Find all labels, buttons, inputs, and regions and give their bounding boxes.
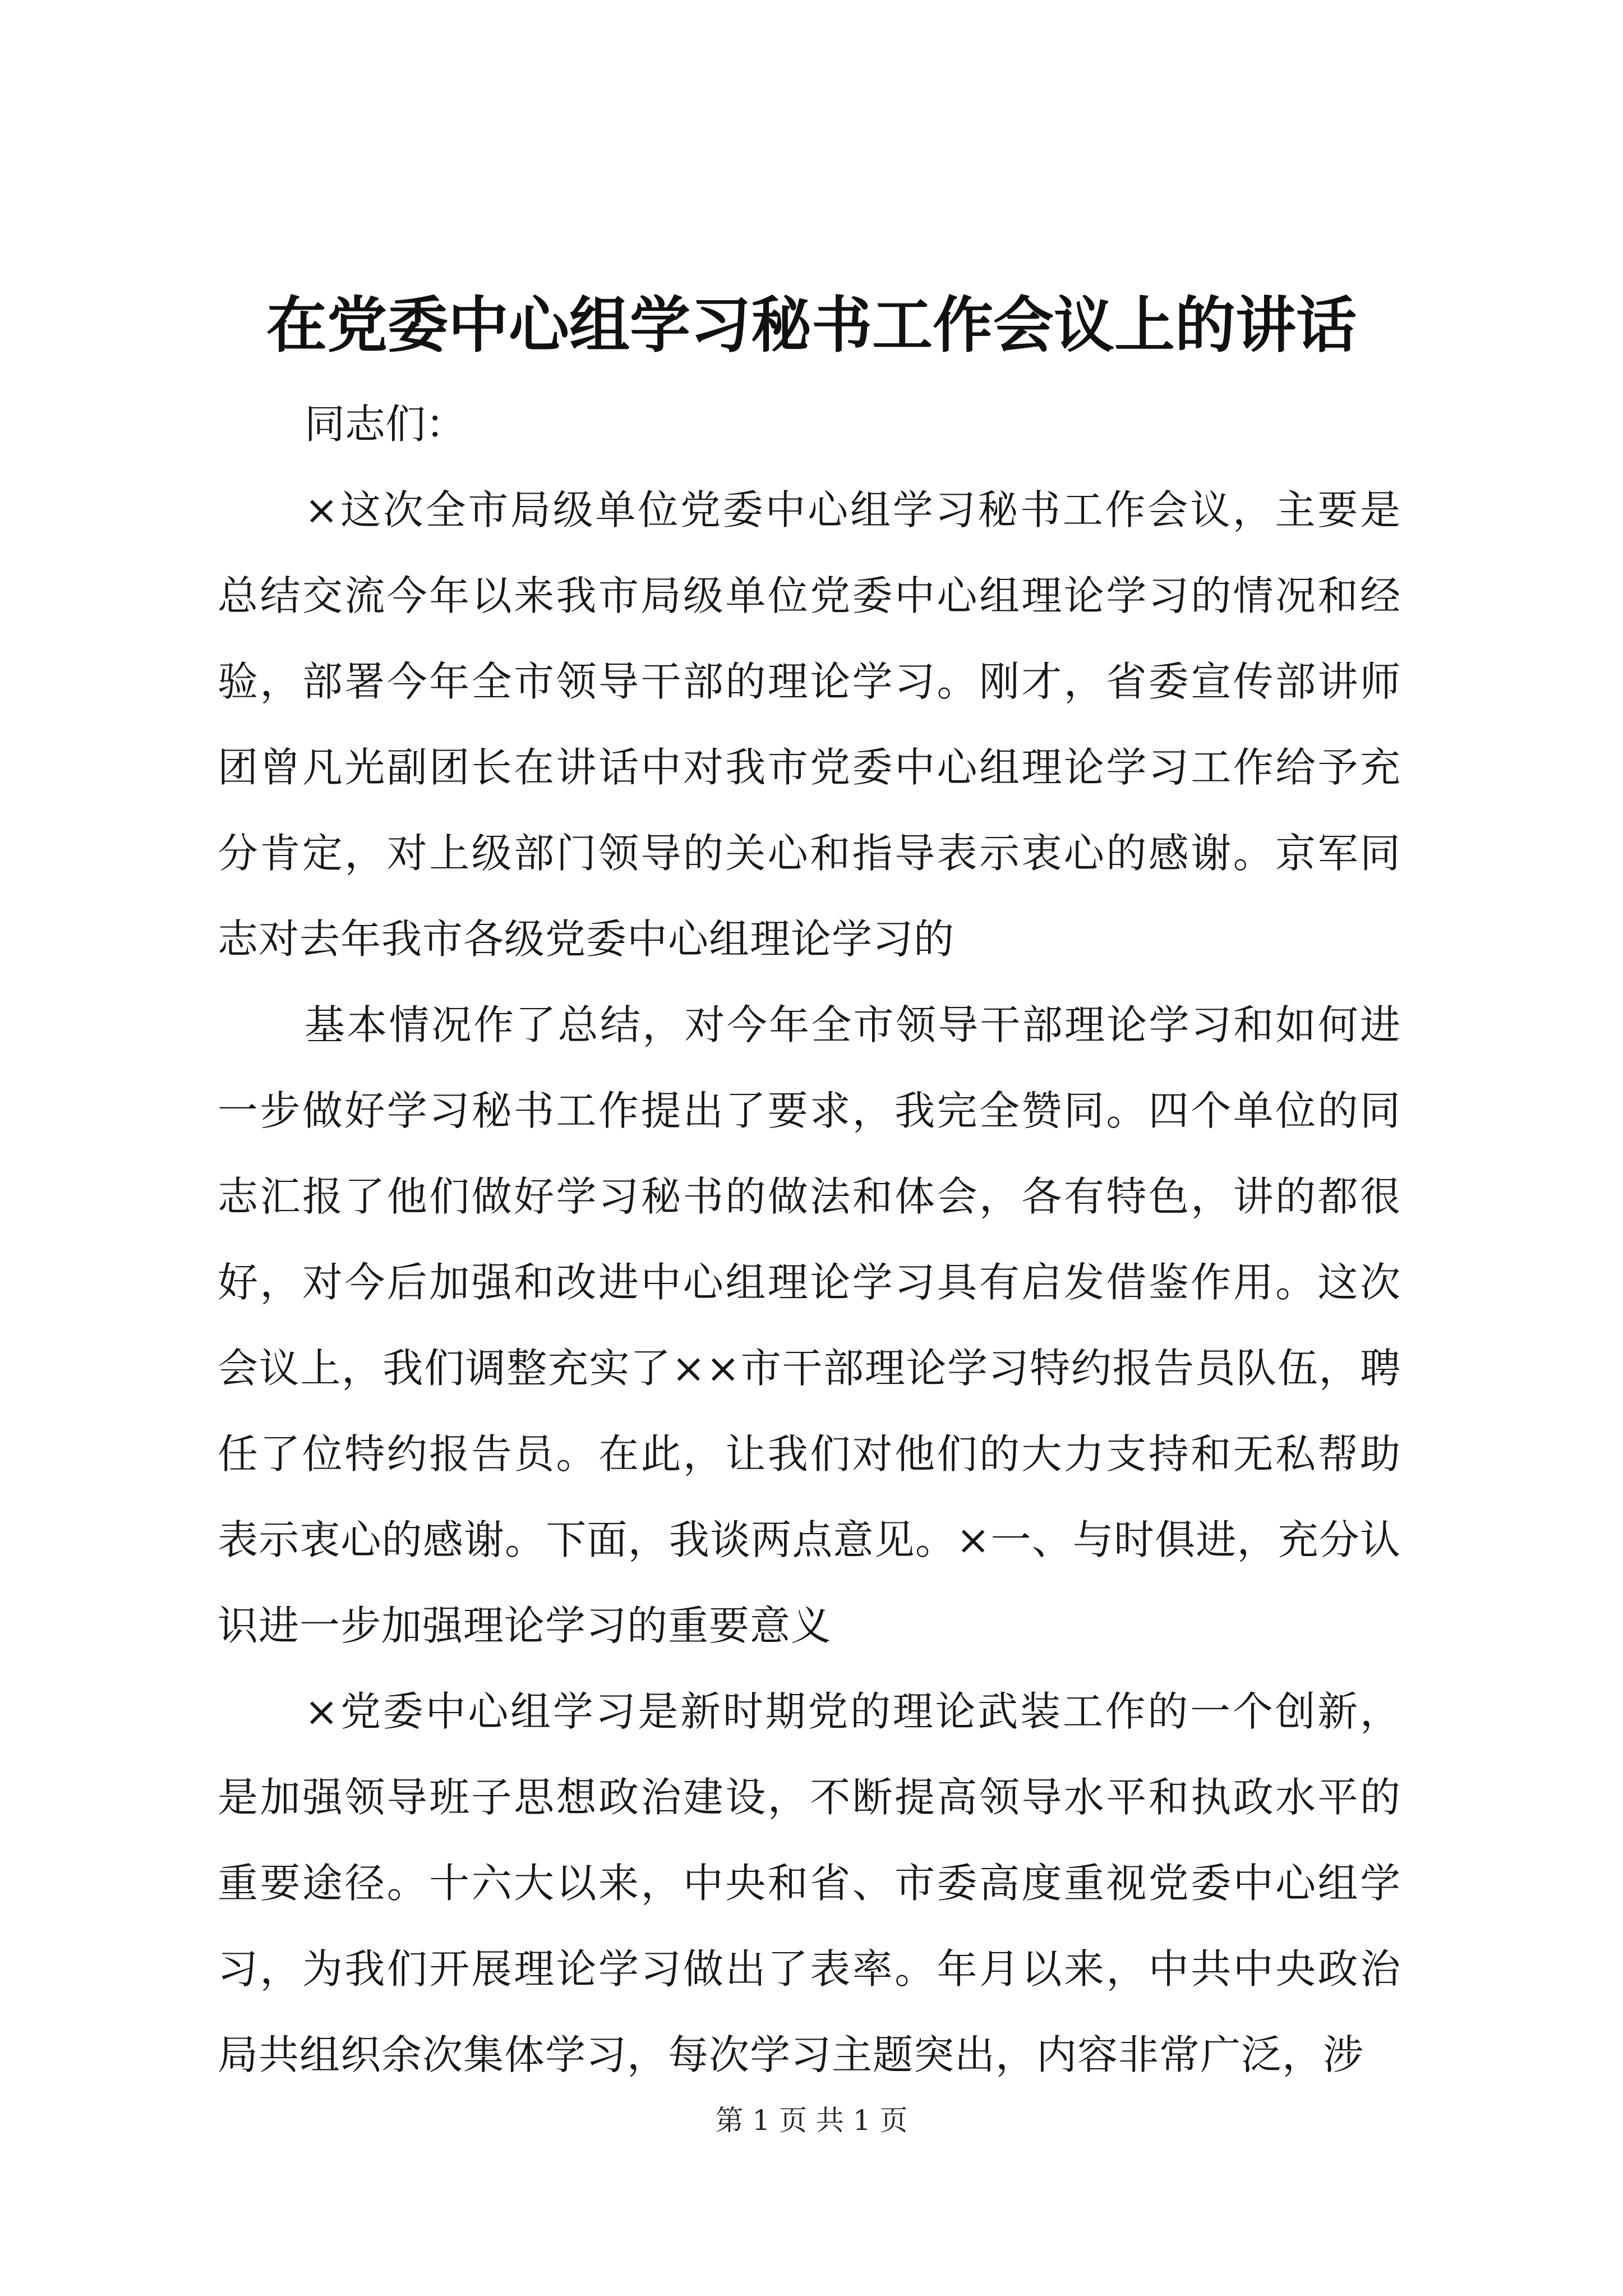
- document-body: [218, 381, 1401, 2098]
- page-number-footer: 第 1 页 共 1 页: [715, 2104, 908, 2137]
- paragraph-3: ×党委中心组学习是新时期党的理论武装工作的一个创新，是加强领导班子思想政治建设，不断提高领导水平和执政水平的重要途径。十六大以来，中央和省、市委高度重视党委中心组学习，为我们开展理论学习做出了表率。年月以来，中共中央政治局共组织余次集体学习，每次学习主题突出，内容非常广泛，涉: [218, 1688, 1401, 2078]
- paragraph-2: 基本情况作了总结，对今年全市领导干部理论学习和如何进一步做好学习秘书工作提出了要求，我完全赞同。四个单位的同志汇报了他们做好学习秘书的做法和体会，各有特色，讲的都很好，对今后加强和改进中心组理论学习具有启发借鉴作用。这次会议上，我们调整充实了××市干部理论学习特约报告员队伍，聘任了位特约报告员。在此，让我们对他们的大力支持和无私帮助表示衷心的感谢。下面，我谈两点意见。×一、与时俱进，充分认识进一步加强理论学习的重要意义: [218, 1001, 1401, 1649]
- document-title: 在党委中心组学习秘书工作会议上的讲话: [266, 290, 1357, 361]
- paragraph-1: ×这次全市局级单位党委中心组学习秘书工作会议，主要是总结交流今年以来我市局级单位党委中心组理论学习的情况和经验，部署今年全市领导干部的理论学习。刚才，省委宣传部讲师团曾凡光副团长在讲话中对我市党委中心组理论学习工作给予充分肯定，对上级部门领导的关心和指导表示衷心的感谢。京军同志对去年我市各级党委中心组理论学习的: [218, 486, 1401, 963]
- salutation: 同志们：: [305, 401, 467, 448]
